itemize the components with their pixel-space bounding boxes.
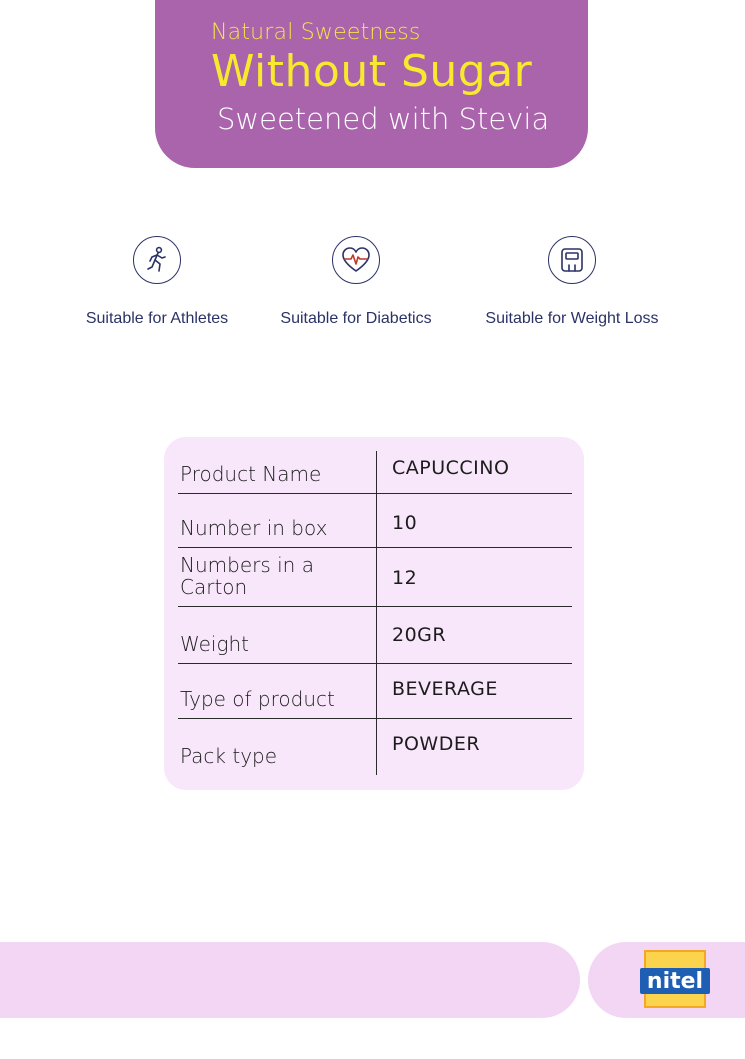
spec-key: Numbers in a Carton <box>178 548 377 606</box>
feature-weight-loss <box>472 236 672 328</box>
spec-key: Weight <box>178 607 377 663</box>
spec-row-weight <box>178 607 572 664</box>
feature-label: Suitable for Diabetics <box>280 310 432 327</box>
logo-text: nitel <box>646 969 704 994</box>
spec-row-numbers-in-carton <box>178 548 572 607</box>
spec-value: POWDER <box>392 733 481 755</box>
nitel-logo <box>636 948 714 1010</box>
spec-value: 10 <box>392 512 418 534</box>
spec-row-type-of-product <box>178 664 572 719</box>
footer-bar <box>0 942 580 1018</box>
spec-row-number-in-box <box>178 494 572 548</box>
scale-icon <box>548 236 596 284</box>
spec-key: Type of product <box>178 664 377 718</box>
banner-headline: Without Sugar <box>211 46 533 97</box>
spec-table <box>178 451 572 775</box>
feature-athletes <box>57 236 257 328</box>
running-person-icon <box>133 236 181 284</box>
feature-label: Suitable for Athletes <box>85 310 229 327</box>
heart-pulse-icon <box>332 236 380 284</box>
header-banner <box>155 0 588 168</box>
banner-kicker: Natural Sweetness <box>211 20 421 45</box>
feature-diabetics <box>256 236 456 328</box>
spec-key: Number in box <box>178 494 377 547</box>
banner-subline: Sweetened with Stevia <box>217 102 550 136</box>
spec-card <box>164 437 584 790</box>
spec-value: 20GR <box>392 624 447 646</box>
spec-key: Product Name <box>178 451 377 493</box>
spec-value: BEVERAGE <box>392 678 498 700</box>
feature-label: Suitable for Weight Loss <box>485 310 659 327</box>
spec-value: CAPUCCINO <box>392 457 510 479</box>
spec-row-product-name <box>178 451 572 494</box>
spec-row-pack-type <box>178 719 572 775</box>
spec-value: 12 <box>392 567 418 589</box>
spec-key: Pack type <box>178 719 377 775</box>
